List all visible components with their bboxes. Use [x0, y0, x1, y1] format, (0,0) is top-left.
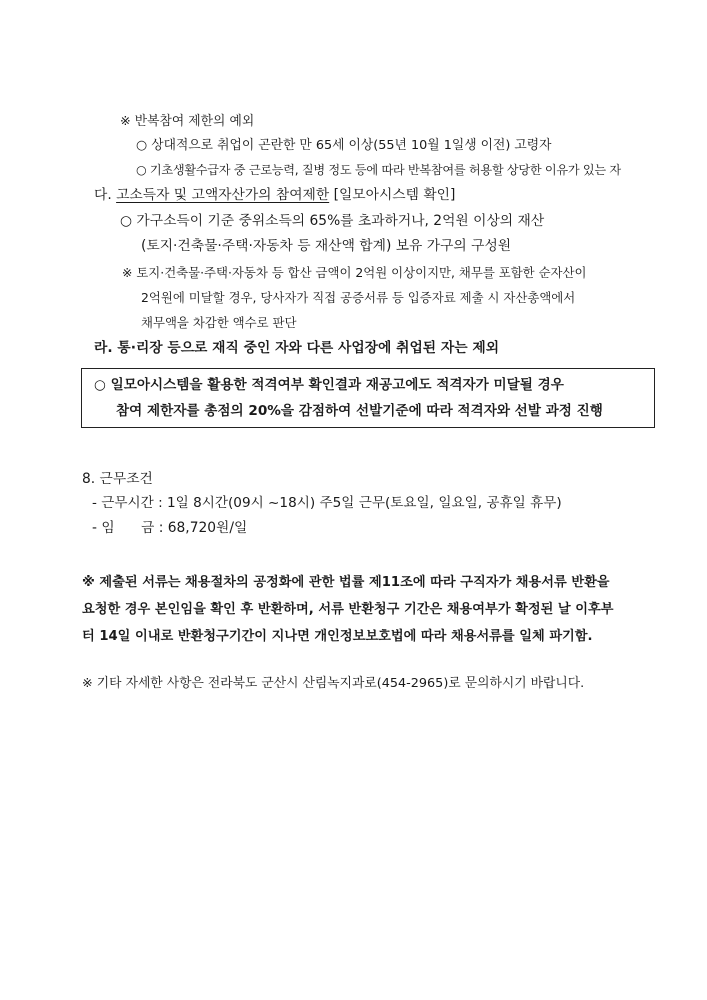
- section-ra-text: 라. 통·리장 등으로 재직 중인 자와 다른 사업장에 취업된 자는 제외: [94, 340, 500, 356]
- section-da-bullet-line1: ○ 가구소득이 기준 중위소득의 65%를 초과하거나, 2억원 이상의 재산: [120, 213, 545, 229]
- notice-box-line2: 참여 제한자를 총점의 20%을 감점하여 선발기준에 따라 적격자와 선발 과정 진행: [116, 403, 603, 419]
- document-notice-line2: 요청한 경우 본인임을 확인 후 반환하며, 서류 반환청구 기간은 채용여부가 확정된 날 이후부: [82, 602, 614, 617]
- section-da-title: 고소득자 및 고액자산가의 참여제한: [116, 187, 330, 203]
- section-da-bullet-line2: (토지·건축물·주택·자동차 등 재산액 합계) 보유 가구의 구성원: [141, 238, 512, 254]
- section-da-prefix: 다.: [94, 187, 112, 203]
- work-hours: - 근무시간 : 1일 8시간(09시 ~18시) 주5일 근무(토요일, 일요일, 공휴일 휴무): [92, 495, 562, 511]
- exception-header: ※ 반복참여 제한의 예외: [120, 114, 255, 129]
- section-da-note-line1: ※ 토지·건축물·주택·자동차 등 합산 금액이 2억원 이상이지만, 채무를 포함한 순자산이: [122, 265, 587, 280]
- document-notice-line1: ※ 제출된 서류는 채용절차의 공정화에 관한 법률 제11조에 따라 구직자가 채용서류 반환을: [82, 575, 610, 590]
- document-notice-line3: 터 14일 이내로 반환청구기간이 지나면 개인정보보호법에 따라 채용서류를 일체 파기함.: [82, 629, 593, 644]
- exception-item-elderly: ○ 상대적으로 취업이 곤란한 만 65세 이상(55년 10월 1일생 이전) 고령자: [136, 138, 552, 153]
- section-da-heading: [94, 189, 455, 203]
- contact-notice: ※ 기타 자세한 사항은 전라북도 군산시 산림녹지과로(454-2965)로 문의하시기 바랍니다.: [82, 676, 585, 691]
- section-da-note-line3: 채무액을 차감한 액수로 판단: [141, 315, 297, 330]
- work-conditions-title: 8. 근무조건: [82, 471, 153, 487]
- notice-box-line1: ○ 일모아시스템을 활용한 적격여부 확인결과 재공고에도 적격자가 미달될 경우: [94, 377, 564, 393]
- wage: - 임 금 : 68,720원/일: [92, 520, 248, 536]
- section-da-note-line2: 2억원에 미달할 경우, 당사자가 직접 공증서류 등 입증자료 제출 시 자산총액에서: [141, 290, 576, 305]
- exception-item-welfare: ○ 기초생활수급자 중 근로능력, 질병 정도 등에 따라 반복참여를 허용할 상당한 이유가 있는 자: [136, 163, 621, 177]
- section-da-suffix: [일모아시스템 확인]: [333, 187, 456, 203]
